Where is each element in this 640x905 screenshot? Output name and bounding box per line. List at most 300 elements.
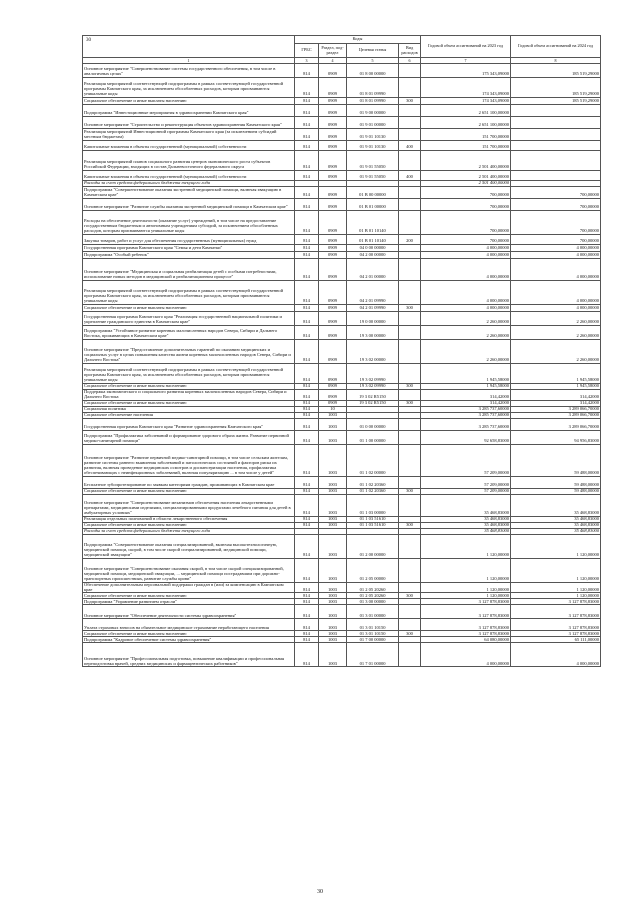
row-grbs-code: 814 [295, 384, 319, 390]
row-name: Подпрограмма "Кадровое обеспечение системы здравоохранения" [83, 637, 295, 643]
header-volume-2023: Годовой объем ассигнований на 2023 год [421, 36, 511, 58]
row-section: 0909 [319, 98, 347, 105]
row-name: Закупка товаров, работ и услуг для обеспечения государственных (муниципальных) нужд [83, 235, 295, 245]
row-grbs-code: 814 [295, 340, 319, 364]
column-number: 4 [319, 58, 347, 64]
row-volume-2024: 1 120,00000 [511, 534, 601, 558]
row-volume-2023: 3 285 737,60000 [421, 406, 511, 412]
row-volume-2024: 94 956,83000 [511, 430, 601, 444]
row-name: Уплата страховых взносов на обязательное медицинское страхование неработающего населения [83, 619, 295, 631]
row-volume-2024: 3 289 066,70000 [511, 412, 601, 418]
row-target-article: 01 В 01 10140 [347, 235, 399, 245]
row-volume-2023: 700,00000 [421, 187, 511, 199]
row-grbs-code: 814 [295, 78, 319, 98]
row-section: 0909 [319, 340, 347, 364]
row-volume-2023: 1 120,00000 [421, 534, 511, 558]
table-row [83, 117, 601, 129]
table-row [83, 390, 601, 401]
row-section: 0909 [319, 384, 347, 390]
row-expense-kind: 300 [399, 400, 421, 406]
row-expense-kind [399, 105, 421, 117]
row-grbs-code: 814 [295, 406, 319, 412]
row-grbs-code: 814 [295, 418, 319, 430]
column-number: 7 [421, 58, 511, 64]
row-grbs-code: 814 [295, 494, 319, 516]
row-volume-2023: 174 343,09000 [421, 98, 511, 105]
row-name: Расходы за счет средств федерального бюджета текущего года [83, 528, 295, 534]
row-grbs-code: 814 [295, 199, 319, 211]
row-section: 1003 [319, 488, 347, 494]
row-target-article: 01 9 01 55050 [347, 151, 399, 171]
row-section: 0909 [319, 129, 347, 141]
row-volume-2023: 2 260,00000 [421, 312, 511, 326]
row-volume-2024 [511, 129, 601, 141]
row-grbs-code: 814 [295, 444, 319, 476]
row-volume-2024: 700,00000 [511, 211, 601, 235]
row-target-article: 01 0 00 00000 [347, 418, 399, 430]
header-volume-2024: Годовой объем ассигнований на 2024 год [511, 36, 601, 58]
row-expense-kind: 300 [399, 593, 421, 599]
row-section: 1003 [319, 418, 347, 430]
row-target-article: 19 3 02 R5150 [347, 390, 399, 401]
row-expense-kind: 300 [399, 522, 421, 528]
table-row [83, 430, 601, 444]
row-grbs-code: 814 [295, 619, 319, 631]
row-target-article: 01 8 00 00000 [347, 64, 399, 78]
table-row [83, 171, 601, 181]
row-target-article: 01 2 05 20260 [347, 593, 399, 599]
row-grbs-code: 814 [295, 516, 319, 522]
row-section: 1003 [319, 444, 347, 476]
table-row [83, 64, 601, 78]
row-target-article: 01 3 01 10150 [347, 631, 399, 637]
row-name: Социальное обеспечение и иные выплаты населению [83, 384, 295, 390]
row-target-article: 01 1 02 20360 [347, 488, 399, 494]
row-name: Социальное обеспечение и иные выплаты населению [83, 305, 295, 312]
row-volume-2024: 700,00000 [511, 235, 601, 245]
row-name: Реализация мероприятий соответствующей подпрограммы в рамках соответствующей государственной программы Камчатского края, за исключением обособленных расходов, которым присваиваются уникальные коды [83, 78, 295, 98]
row-volume-2023: 57 209,00000 [421, 476, 511, 488]
row-section: 0909 [319, 259, 347, 281]
table-row [83, 582, 601, 593]
table-header [83, 36, 601, 64]
row-target-article: 01 3 01 10150 [347, 619, 399, 631]
row-grbs-code: 814 [295, 171, 319, 181]
row-expense-kind [399, 582, 421, 593]
row-volume-2023: 700,00000 [421, 199, 511, 211]
row-section: 0909 [319, 78, 347, 98]
row-grbs-code: 814 [295, 141, 319, 151]
row-expense-kind [399, 64, 421, 78]
row-section: 1003 [319, 631, 347, 637]
row-section: 0909 [319, 199, 347, 211]
row-volume-2024: 4 000,00000 [511, 305, 601, 312]
row-target-article: 04 2 01 00000 [347, 259, 399, 281]
row-section: 1003 [319, 412, 347, 418]
row-target-article: 01 7 00 00000 [347, 637, 399, 643]
row-expense-kind [399, 259, 421, 281]
table-row [83, 476, 601, 488]
row-name: Подпрограмма "Профилактика заболеваний и формирование здорового образа жизни. Развитие первичной медико-санитарной помощи" [83, 430, 295, 444]
row-grbs-code: 814 [295, 390, 319, 401]
row-name: Государственная программа Камчатского края "Реализация государственной национальной политики и укрепление гражданского единства в Камчатском крае" [83, 312, 295, 326]
row-section: 0909 [319, 400, 347, 406]
row-volume-2024: 1 120,00000 [511, 582, 601, 593]
header-kody: Коды [295, 36, 421, 44]
row-name: Основное мероприятие "Совершенствование механизмов обеспечения населения лекарственными препаратами, медицинскими изделиями, специализированными продуктами лечебного питания для детей в амбулаторных условиях" [83, 494, 295, 516]
row-grbs-code: 814 [295, 64, 319, 78]
row-name: Обеспечение дополнительным персональной поддержки граждан в (или) за компенсацию в Камчатском крае [83, 582, 295, 593]
row-expense-kind [399, 364, 421, 384]
row-volume-2023: 3 285 737,60000 [421, 412, 511, 418]
row-section: 0909 [319, 252, 347, 259]
row-name: Подпрограмма "Устойчивое развитие коренных малочисленных народов Севера, Сибири и Дальнего Востока, проживающих в Камчатском крае" [83, 326, 295, 340]
row-section: 0909 [319, 211, 347, 235]
row-target-article: 01 9 01 10130 [347, 141, 399, 151]
row-volume-2023: 4 000,00000 [421, 281, 511, 305]
row-expense-kind [399, 619, 421, 631]
row-volume-2023: 3 127 878,83000 [421, 599, 511, 605]
row-section: 10 [319, 406, 347, 412]
row-expense-kind [399, 534, 421, 558]
row-volume-2023: 151 700,00000 [421, 129, 511, 141]
row-expense-kind [399, 430, 421, 444]
row-name: Государственная программа Камчатского края "Семья и дети Камчатки" [83, 245, 295, 252]
row-volume-2024: 3 127 878,83000 [511, 599, 601, 605]
row-section: 1003 [319, 619, 347, 631]
row-section: 0909 [319, 64, 347, 78]
row-volume-2024: 2 260,00000 [511, 312, 601, 326]
row-expense-kind [399, 418, 421, 430]
row-grbs-code: 814 [295, 129, 319, 141]
column-number: 1 [83, 58, 295, 64]
row-volume-2024: 4 000,00000 [511, 252, 601, 259]
row-section: 1003 [319, 599, 347, 605]
row-section: 0909 [319, 141, 347, 151]
row-expense-kind [399, 605, 421, 619]
row-target-article: 19 3 02 09990 [347, 384, 399, 390]
row-volume-2024 [511, 141, 601, 151]
row-volume-2023: 3 285 737,60000 [421, 418, 511, 430]
table-row [83, 305, 601, 312]
row-expense-kind: 400 [399, 141, 421, 151]
row-volume-2024: 65 111,00000 [511, 637, 601, 643]
row-expense-kind: 300 [399, 488, 421, 494]
row-grbs-code: 814 [295, 631, 319, 637]
row-grbs-code: 814 [295, 364, 319, 384]
row-volume-2024: 59 488,00000 [511, 476, 601, 488]
row-name: Реализация мероприятий планов социального развития центров экономического роста субъектов Российской Федерации, входящих в состав Дальневосточного федерального округа [83, 151, 295, 171]
row-volume-2023: 35 468,83000 [421, 522, 511, 528]
row-target-article: 19 3 02 R5150 [347, 400, 399, 406]
row-grbs-code: 814 [295, 412, 319, 418]
table-row [83, 619, 601, 631]
row-expense-kind [399, 78, 421, 98]
row-volume-2023: 700,00000 [421, 235, 511, 245]
row-grbs-code: 814 [295, 312, 319, 326]
row-target-article: 01 7 01 00000 [347, 643, 399, 667]
row-volume-2023: 2 501 400,00000 [421, 171, 511, 181]
header-section: Раздел, под-раздел [319, 44, 347, 58]
table-row [83, 211, 601, 235]
table-row [83, 312, 601, 326]
row-expense-kind [399, 199, 421, 211]
row-volume-2023: 92 658,83000 [421, 430, 511, 444]
row-volume-2024 [511, 151, 601, 171]
row-volume-2024: 35 468,83000 [511, 494, 601, 516]
row-name: Подпрограмма "Управление развитием отрасли" [83, 599, 295, 605]
row-grbs-code: 814 [295, 151, 319, 171]
table-row [83, 245, 601, 252]
row-target-article: 01 9 00 00000 [347, 105, 399, 117]
row-volume-2024: 3 127 878,83000 [511, 631, 601, 637]
row-name: Основное мероприятие "Развитие первичной медико-санитарной помощи, в том числе сельским жителям, развитие системы раннего выявления заболеваний и патологических состояний и факторов риска их развития, включая проведение медицинских осмотров и диспансеризации населения, профилактика обеспечивающих с неинфекционных заболеваний, включая популяризацию ... в том числе у детей" [83, 444, 295, 476]
row-grbs-code: 814 [295, 476, 319, 488]
row-volume-2023: 57 209,00000 [421, 444, 511, 476]
row-grbs-code: 814 [295, 235, 319, 245]
row-volume-2024: 1 120,00000 [511, 558, 601, 582]
row-volume-2023: 3 127 878,83000 [421, 605, 511, 619]
row-name: Социальное обеспечение населения [83, 412, 295, 418]
row-name: Реализация мероприятий Инвестиционной программы Камчатского края (за исключением субсидий местным бюджетам) [83, 129, 295, 141]
row-section: 1003 [319, 476, 347, 488]
row-expense-kind: 300 [399, 98, 421, 105]
row-volume-2023: 3 127 878,83000 [421, 631, 511, 637]
row-name: Социальное обеспечение и иные выплаты населению [83, 631, 295, 637]
row-volume-2023: 4 000,00000 [421, 259, 511, 281]
table-row [83, 534, 601, 558]
row-name: Основное мероприятие "Обеспечение деятельности системы здравоохранения" [83, 605, 295, 619]
table-row [83, 340, 601, 364]
row-target-article: 01 9 01 55050 [347, 171, 399, 181]
table-row [83, 605, 601, 619]
row-expense-kind [399, 444, 421, 476]
row-volume-2023: 2 260,00000 [421, 340, 511, 364]
row-volume-2023: 4 000,00000 [421, 305, 511, 312]
row-grbs-code: 814 [295, 430, 319, 444]
row-grbs-code: 814 [295, 326, 319, 340]
row-grbs-code: 814 [295, 245, 319, 252]
row-name: Капитальные вложения в объекты государственной (муниципальной) собственности [83, 171, 295, 181]
row-volume-2023: 4 000,00000 [421, 643, 511, 667]
row-volume-2023: 4 000,00000 [421, 245, 511, 252]
row-name: Бесплатное зубопротезирование по заявкам категориям граждан, проживающих в Камчатском крае [83, 476, 295, 488]
table-row [83, 281, 601, 305]
row-name: Подпрограмма "Совершенствование оказания экстренной медицинской помощи, включая эвакуацию в Камчатском крае" [83, 187, 295, 199]
row-name: Реализация отдельных полномочий в области лекарственного обеспечения [83, 516, 295, 522]
page-number-bottom: 30 [317, 889, 323, 895]
row-grbs-code: 814 [295, 643, 319, 667]
row-expense-kind: 400 [399, 171, 421, 181]
row-volume-2024: 3 289 066,70000 [511, 418, 601, 430]
row-grbs-code: 814 [295, 105, 319, 117]
row-target-article: 01 3 00 00000 [347, 599, 399, 605]
row-volume-2024: 314,42000 [511, 400, 601, 406]
row-target-article: 19 0 00 00000 [347, 312, 399, 326]
row-volume-2023: 1 120,00000 [421, 558, 511, 582]
row-grbs-code: 814 [295, 637, 319, 643]
header-kind: Вид расходов [399, 44, 421, 58]
table-row [83, 252, 601, 259]
row-grbs-code: 814 [295, 558, 319, 582]
row-grbs-code: 814 [295, 98, 319, 105]
row-grbs-code: 814 [295, 252, 319, 259]
budget-table [82, 35, 601, 667]
row-name: Социальное обеспечение и иные выплаты населению [83, 400, 295, 406]
row-expense-kind [399, 117, 421, 129]
row-target-article: 01 В 01 10140 [347, 211, 399, 235]
table-row [83, 129, 601, 141]
row-volume-2023: 314,42000 [421, 390, 511, 401]
row-expense-kind: 300 [399, 305, 421, 312]
row-name: Основное мероприятие "Медицинская и социальная реабилитация детей с особыми потребностями, использование новых методов в медицинской и реабилитационном процессе" [83, 259, 295, 281]
row-section: 0909 [319, 312, 347, 326]
row-target-article: 19 3 02 09990 [347, 364, 399, 384]
row-volume-2024: 3 289 066,70000 [511, 406, 601, 412]
table-row [83, 78, 601, 98]
row-section: 0909 [319, 105, 347, 117]
row-grbs-code: 814 [295, 281, 319, 305]
row-volume-2023: 700,00000 [421, 211, 511, 235]
row-expense-kind [399, 340, 421, 364]
table-row [83, 98, 601, 105]
row-section: 1003 [319, 430, 347, 444]
row-volume-2024: 700,00000 [511, 187, 601, 199]
row-name: Расходы за счет средств федерального бюджета текущего года [83, 181, 295, 187]
row-volume-2023: 1 945,58000 [421, 364, 511, 384]
row-volume-2023: 174 343,09000 [421, 78, 511, 98]
table-row [83, 418, 601, 430]
row-section: 1003 [319, 516, 347, 522]
row-grbs-code: 814 [295, 593, 319, 599]
table-row [83, 364, 601, 384]
row-volume-2024 [511, 105, 601, 117]
row-name: Подпрограмма "Инвестиционные мероприятия в здравоохранении Камчатского края" [83, 105, 295, 117]
row-grbs-code: 814 [295, 534, 319, 558]
row-target-article: 01 В 00 00000 [347, 187, 399, 199]
table-row [83, 444, 601, 476]
row-expense-kind [399, 129, 421, 141]
row-section: 1003 [319, 494, 347, 516]
row-volume-2023: 3 127 878,83000 [421, 619, 511, 631]
row-volume-2023: 1 120,00000 [421, 593, 511, 599]
row-expense-kind [399, 281, 421, 305]
row-target-article: 01 2 05 20260 [347, 582, 399, 593]
table-row [83, 187, 601, 199]
row-grbs-code: 814 [295, 305, 319, 312]
row-section: 1003 [319, 605, 347, 619]
row-expense-kind [399, 494, 421, 516]
column-number: 5 [347, 58, 399, 64]
row-section: 1003 [319, 643, 347, 667]
row-volume-2024: 2 260,00000 [511, 340, 601, 364]
row-section: 1003 [319, 637, 347, 643]
row-name: Поддержка экономического и социального развития коренных малочисленных народов Севера, Сибири и Дальнего Востока [83, 390, 295, 401]
row-section: 1003 [319, 558, 347, 582]
row-name: Капитальные вложения в объекты государственной (муниципальной) собственности [83, 141, 295, 151]
row-expense-kind: 300 [399, 631, 421, 637]
row-expense-kind: 300 [399, 384, 421, 390]
row-section: 0909 [319, 281, 347, 305]
row-name: Основное мероприятие "Совершенствование системы государственного обеспечения, в том числе в аналогичных целях" [83, 64, 295, 78]
row-grbs-code: 814 [295, 599, 319, 605]
row-expense-kind [399, 151, 421, 171]
row-grbs-code: 814 [295, 582, 319, 593]
row-name: Основное мероприятие "Предоставление дополнительных гарантий по оказанию медицинских и социальных услуг в целях повышения качества жизни коренных малочисленных народов Севера, Сибири и Дальнего Востока" [83, 340, 295, 364]
row-volume-2023: 2 501 400,00000 [421, 151, 511, 171]
row-section: 1003 [319, 582, 347, 593]
row-expense-kind [399, 312, 421, 326]
row-volume-2024 [511, 117, 601, 129]
table-row [83, 151, 601, 171]
table-row [83, 105, 601, 117]
row-name: Расходы на обеспечение деятельности (оказание услуг) учреждений, в том числе на предоставление государственным бюджетным и автономным учреждениям субсидий, за исключением обособленных расходов, которым присваиваются уникальные коды [83, 211, 295, 235]
row-expense-kind [399, 187, 421, 199]
row-name: Подпрограмма "Совершенствование оказания специализированной, включая высокотехнологичную, медицинской помощи, скорой, в том числе скорой специализированной, медицинской помощи, медицинской эвакуации" [83, 534, 295, 558]
row-volume-2023: 314,42000 [421, 400, 511, 406]
header-target-article: Целевая статья [347, 44, 399, 58]
row-target-article: 04 2 00 00000 [347, 252, 399, 259]
row-target-article: 01 8 01 09990 [347, 78, 399, 98]
row-name: Основное мероприятие "Развитие службы оказания экстренной медицинской помощи в Камчатском крае" [83, 199, 295, 211]
row-name: Основное мероприятие "Профессиональная подготовка, повышение квалификации и профессиональная переподготовка врачей, средних медицинских и фармацевтических работников" [83, 643, 295, 667]
table-row [83, 558, 601, 582]
row-grbs-code: 814 [295, 400, 319, 406]
row-volume-2023: 4 000,00000 [421, 252, 511, 259]
row-volume-2024: 3 127 878,83000 [511, 619, 601, 631]
row-section: 0909 [319, 235, 347, 245]
row-name: Реализация мероприятий соответствующей подпрограммы в рамках соответствующей государственной программы Камчатского края, за исключением обособленных расходов, которым присваиваются уникальные коды [83, 281, 295, 305]
row-grbs-code: 814 [295, 605, 319, 619]
row-section: 0909 [319, 151, 347, 171]
row-volume-2024: 185 519,29000 [511, 98, 601, 105]
row-target-article: 04 2 01 09990 [347, 305, 399, 312]
row-target-article: 01 9 01 10130 [347, 129, 399, 141]
row-section: 0909 [319, 171, 347, 181]
row-section: 0909 [319, 245, 347, 252]
row-volume-2023: 35 468,83000 [421, 494, 511, 516]
row-section: 1003 [319, 593, 347, 599]
page-number-top: 30 [86, 38, 91, 43]
table-row [83, 494, 601, 516]
row-section: 0909 [319, 364, 347, 384]
row-target-article: 01 1 02 20360 [347, 476, 399, 488]
row-volume-2024: 35 468,83000 [511, 522, 601, 528]
row-section: 0909 [319, 305, 347, 312]
row-expense-kind [399, 326, 421, 340]
row-section: 0909 [319, 390, 347, 401]
row-volume-2024: 4 000,00000 [511, 281, 601, 305]
row-volume-2024: 1 945,58000 [511, 384, 601, 390]
row-name: Социальная политика [83, 406, 295, 412]
column-number: 8 [511, 58, 601, 64]
table-row [83, 643, 601, 667]
row-grbs-code: 814 [295, 522, 319, 528]
row-volume-2024: 4 000,00000 [511, 643, 601, 667]
row-volume-2023: 2 651 100,00000 [421, 105, 511, 117]
row-name: Реализация мероприятий соответствующей подпрограммы в рамках соответствующей государственной программы Камчатского края, за исключением обособленных расходов, которым присваиваются уникальные коды [83, 364, 295, 384]
row-grbs-code: 814 [295, 211, 319, 235]
row-section: 1003 [319, 534, 347, 558]
row-target-article: 01 9 01 00000 [347, 117, 399, 129]
header-grbs: ГРБС [295, 44, 319, 58]
row-expense-kind [399, 390, 421, 401]
row-expense-kind [399, 245, 421, 252]
row-volume-2024: 35 468,83000 [511, 516, 601, 522]
row-target-article: 01 3 01 00000 [347, 605, 399, 619]
row-volume-2024: 2 260,00000 [511, 326, 601, 340]
row-name: Социальное обеспечение и иные выплаты населению [83, 98, 295, 105]
